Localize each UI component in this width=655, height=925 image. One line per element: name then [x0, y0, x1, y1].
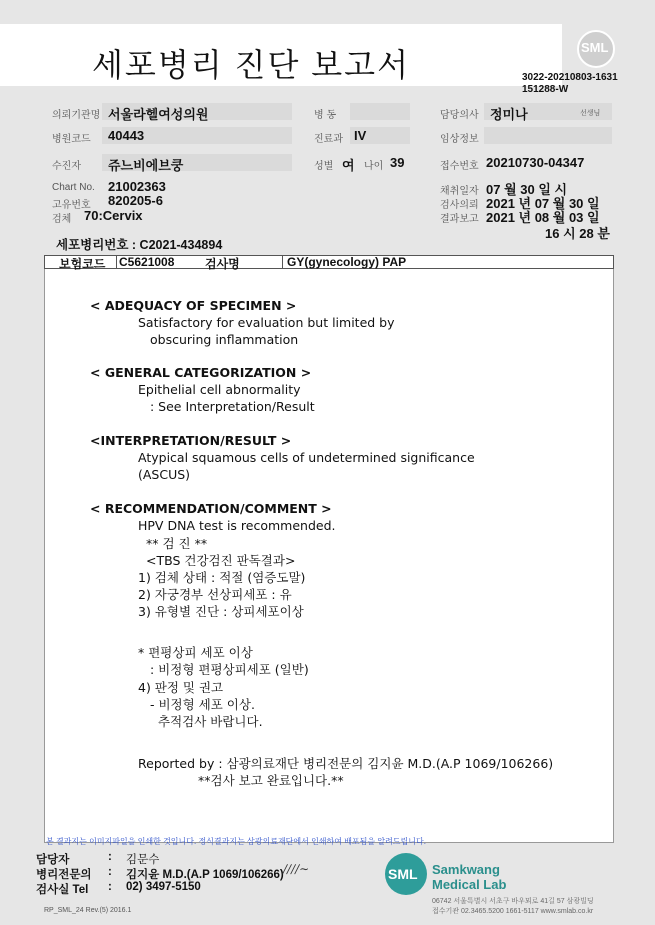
- patient-label: 수진자: [52, 161, 81, 172]
- manager-label: 담당자: [36, 854, 70, 866]
- report-title: 세포병리 진단 보고서: [92, 47, 410, 83]
- pathologist-value: 김지윤 M.D.(A.P 1069/106266): [126, 869, 284, 881]
- recommendation-line: 3) 유형별 진단 : 상피세포이상: [138, 604, 304, 619]
- receipt-value: 20210730-04347: [486, 155, 585, 170]
- result-time: 16 시 28 분: [545, 226, 610, 241]
- insurance-code: C5621008: [119, 255, 175, 269]
- form-code: RP_SML_24 Rev.(5) 2016.1: [44, 907, 132, 914]
- result-label: 결과보고: [440, 214, 479, 225]
- doctor-suffix: 선생님: [580, 110, 601, 117]
- tel-value: 02) 3497-5150: [126, 881, 201, 893]
- adequacy-line: Satisfactory for evaluation but limited by: [138, 315, 395, 330]
- recommendation-line: 4) 판정 및 권고: [138, 680, 224, 695]
- request-value: 2021 년 07 월 30 일: [486, 196, 600, 211]
- request-label: 검사의뢰: [440, 200, 479, 211]
- recommendation-line: ** 검 진 **: [146, 536, 208, 551]
- age-value: 39: [390, 155, 405, 170]
- sex-value: 여: [342, 158, 355, 173]
- age-label: 나이: [364, 161, 384, 172]
- institution-value: 서울라헬여성의원: [108, 107, 209, 122]
- address: 06742 서울특별시 서초구 바우뫼로 41길 57 삼광빌딩: [432, 898, 594, 905]
- divider: [116, 255, 117, 269]
- general-header: < GENERAL CATEGORIZATION >: [90, 365, 312, 380]
- ward-field: [350, 103, 410, 120]
- reported-by: Reported by : 삼광의료재단 병리전문의 김지윤 M.D.(A.P 1069/106266): [138, 756, 554, 771]
- unique-label: 고유번호: [52, 200, 91, 211]
- insurance-label: 보험코드: [59, 257, 106, 271]
- recommendation-line: : 비정형 편평상피세포 (일반): [150, 662, 309, 677]
- contact: 접수기관 02.3465.5200 1661-5117 www.smlab.co.kr: [432, 908, 594, 915]
- result-value: 2021 년 08 월 03 일: [486, 210, 600, 225]
- footer-colon: :: [108, 851, 112, 863]
- recommendation-header: < RECOMMENDATION/COMMENT >: [90, 501, 332, 516]
- sml-logo-text: SML: [581, 40, 609, 55]
- brand-name: Samkwang: [432, 862, 500, 877]
- unique-value: 820205-6: [108, 193, 163, 208]
- tel-label: 검사실 Tel: [36, 884, 89, 896]
- manager-value: 김문수: [126, 854, 160, 866]
- test-name-label: 검사명: [205, 257, 240, 271]
- recommendation-line: 2) 자궁경부 선상피세포 : 유: [138, 587, 292, 602]
- receipt-label: 접수번호: [440, 161, 479, 172]
- recommendation-line: 1) 검체 상태 : 적절 (염증도말): [138, 570, 306, 585]
- interpretation-line: (ASCUS): [138, 467, 191, 482]
- test-name: GY(gynecology) PAP: [287, 255, 407, 269]
- clinical-label: 임상정보: [440, 134, 479, 145]
- general-line: : See Interpretation/Result: [150, 399, 315, 414]
- footer-colon: :: [108, 881, 112, 893]
- sex-label: 성별: [314, 161, 334, 172]
- chart-value: 21002363: [108, 179, 166, 194]
- collect-label: 채취일자: [440, 186, 479, 197]
- ward-label: 병 동: [314, 110, 337, 121]
- notice-text: 본 결과지는 이미지파일을 인쇄한 것입니다. 정식결과지는 삼광의료재단에서 인쇄하여 배포됨을 알려드립니다.: [46, 837, 426, 846]
- adequacy-header: < ADEQUACY OF SPECIMEN >: [90, 298, 297, 313]
- divider: [282, 255, 283, 269]
- doctor-value: 정미나: [490, 107, 528, 122]
- recommendation-line: 추적검사 바랍니다.: [158, 714, 263, 729]
- report-number-2: 151288-W: [522, 84, 569, 95]
- institution-label: 의뢰기관명: [52, 110, 101, 121]
- hospital-code-label: 병원코드: [52, 134, 91, 145]
- recommendation-line: * 편평상피 세포 이상: [138, 645, 253, 660]
- pathologist-label: 병리전문의: [36, 869, 92, 881]
- report-number-1: 3022-20210803-1631: [522, 72, 618, 83]
- signature-icon: ∕∕∕∕∼: [283, 862, 310, 876]
- recommendation-line: - 비정형 세포 이상.: [150, 697, 255, 712]
- interpretation-line: Atypical squamous cells of undetermined significance: [138, 450, 475, 465]
- patient-value: 쥬느비에브쿵: [108, 158, 184, 173]
- doctor-label: 담당의사: [440, 110, 479, 121]
- hospital-code-value: 40443: [108, 128, 145, 143]
- specimen-label: 검체: [52, 214, 72, 225]
- chart-label: Chart No.: [52, 182, 95, 193]
- recommendation-line: HPV DNA test is recommended.: [138, 518, 336, 533]
- report-complete: **검사 보고 완료입니다.**: [198, 773, 344, 788]
- test-header-row: [44, 255, 614, 269]
- brand-name: Medical Lab: [432, 877, 507, 892]
- interpretation-header: <INTERPRETATION/RESULT >: [90, 433, 292, 448]
- dept-value: IV: [354, 128, 367, 143]
- general-line: Epithelial cell abnormality: [138, 382, 301, 397]
- samkwang-logo-text: SML: [388, 866, 418, 882]
- recommendation-line: <TBS 건강검진 판독결과>: [146, 553, 296, 568]
- specimen-value: 70:Cervix: [84, 208, 143, 223]
- dept-label: 진료과: [314, 134, 343, 145]
- clinical-field: [484, 127, 612, 144]
- footer-colon: :: [108, 866, 112, 878]
- pathology-number: 세포병리번호 : C2021-434894: [56, 238, 223, 252]
- adequacy-line: obscuring inflammation: [150, 332, 299, 347]
- collect-value: 07 월 30 일 시: [486, 182, 568, 197]
